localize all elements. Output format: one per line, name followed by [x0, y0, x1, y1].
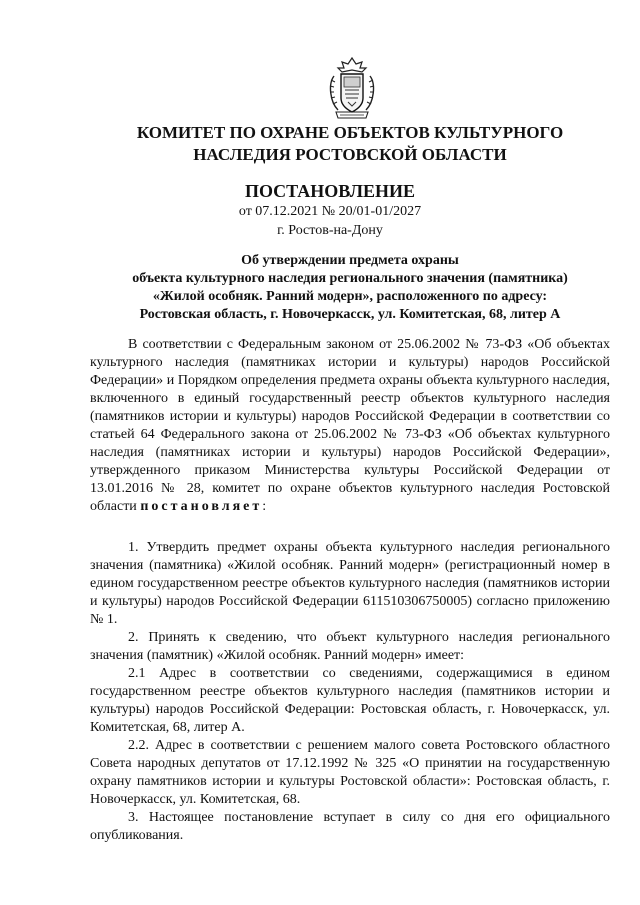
- decree-item-2-1: 2.1 Адрес в соответствии со сведениями, содержащимися в едином государственном реестре объектов культурного наследия (памятников истории и культуры) народов Российской Федерации: Ростовская область, г. Новочеркасск, ул. Комитетская, 68, литер А.: [90, 666, 610, 735]
- decree-item-3: 3. Настоящее постановление вступает в силу со дня его официального опубликования.: [90, 810, 610, 843]
- decree-item-1: 1. Утвердить предмет охраны объекта культурного наследия регионального значения (памятника) «Жилой особняк. Ранний модерн» (регистрационный номер в едином государственном реестре объектов культурного наследия (памятников истории и культуры) народов Российской Федерации 611510306750005) согласно приложению № 1.: [90, 540, 610, 627]
- org-line-2: НАСЛЕДИЯ РОСТОВСКОЙ ОБЛАСТИ: [193, 145, 507, 164]
- document-type: ПОСТАНОВЛЕНИЕ: [244, 181, 416, 201]
- preamble-text: В соответствии с Федеральным законом от 25.06.2002 № 73-ФЗ «Об объектах культурного наследия (памятниках истории и культуры) народов Российской Федерации» и Порядком определения предмета охраны объекта культурного наследия, включенного в единый государственный реестр объектов культурного наследия (памятников истории и культуры) народов Российской Федерации в соответствии со статьей 64 Федерального закона от 25.06.2002 № 73-ФЗ «Об объектах культурного наследия (памятниках истории и культуры) народов Российской Федерации», утвержденного приказом Министерства культуры Российской Федерации от 13.01.2016 № 28, комитет по охране объектов культурного наследия Ростовской области: [90, 337, 610, 514]
- decree-item-2: 2. Принять к сведению, что объект культурного наследия регионального значения (памятник) «Жилой особняк. Ранний модерн» имеет:: [90, 630, 610, 663]
- document-subject: [80, 252, 620, 324]
- document-date-number: от 07.12.2021 № 20/01-01/2027: [238, 204, 422, 219]
- coat-of-arms-icon: [326, 56, 378, 122]
- subject-line-4: Ростовская область, г. Новочеркасск, ул. Комитетская, 68, литер А: [139, 307, 561, 322]
- decree-items: [90, 539, 610, 845]
- preamble: [90, 336, 610, 516]
- preamble-paragraph: [90, 336, 610, 516]
- document-city: г. Ростов-на-Дону: [277, 223, 383, 238]
- decree-suffix: :: [262, 499, 267, 514]
- org-line-1: КОМИТЕТ ПО ОХРАНЕ ОБЪЕКТОВ КУЛЬТУРНОГО: [136, 123, 564, 142]
- subject-line-1: Об утверждении предмета охраны: [241, 253, 459, 268]
- decree-word: постановляет: [140, 499, 263, 514]
- decree-item-2-2: 2.2. Адрес в соответствии с решением малого совета Ростовского областного Совета народных депутатов от 17.12.1992 № 325 «О принятии на государственную охрану памятников истории и культуры Ростовской области»: Ростовская область, г. Новочеркасск, ул. Комитетская, 68.: [90, 738, 610, 807]
- subject-line-2: объекта культурного наследия регионального значения (памятника): [132, 271, 568, 286]
- issuing-authority: [90, 122, 610, 166]
- subject-line-3: «Жилой особняк. Ранний модерн», расположенного по адресу:: [152, 289, 548, 304]
